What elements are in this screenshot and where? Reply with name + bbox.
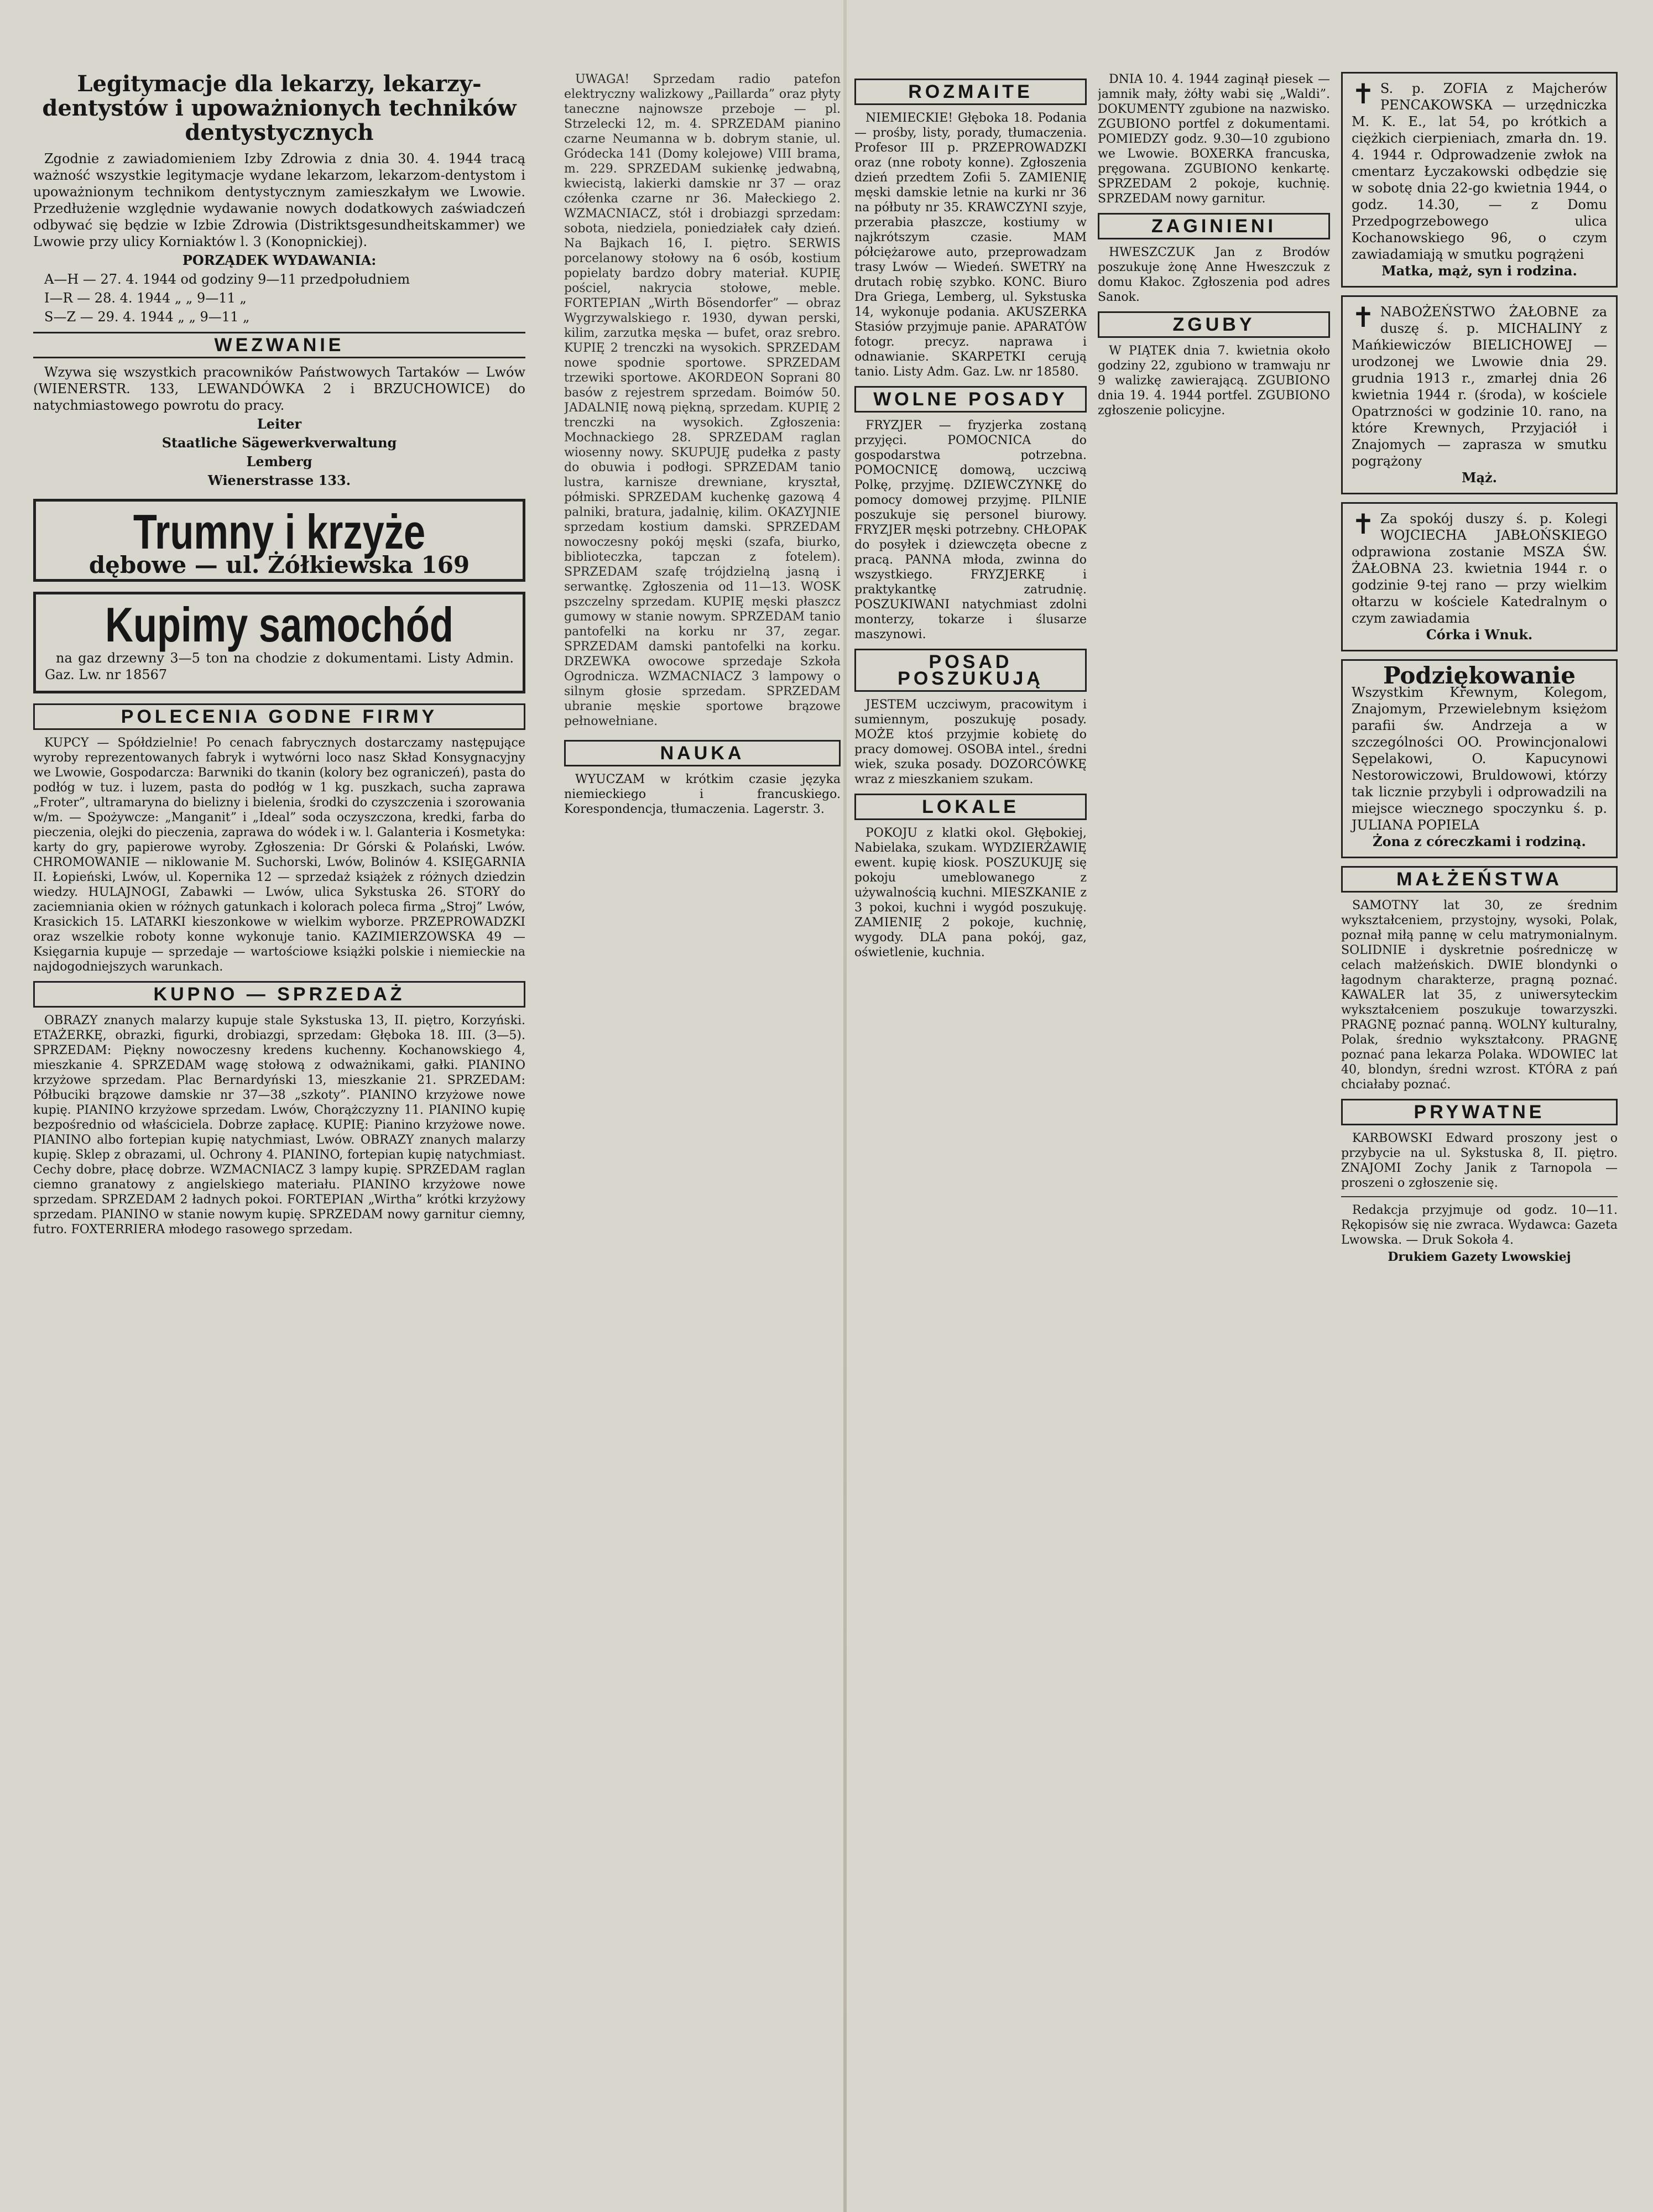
porzadek-line-2: I—R — 28. 4. 1944 „ „ 9—11 „ bbox=[44, 290, 247, 306]
podziekowanie-sign: Żona z córeczkami i rodziną. bbox=[1373, 833, 1586, 849]
cross-icon: ✝ bbox=[1352, 508, 1375, 540]
column-3a bbox=[854, 72, 1087, 2190]
podziekowanie-box bbox=[1341, 659, 1618, 858]
column-3b bbox=[1098, 72, 1330, 2190]
column-3 bbox=[854, 72, 1330, 2190]
column-2 bbox=[564, 72, 841, 2190]
wezwanie-header: WEZWANIE bbox=[33, 332, 525, 358]
ad-trumny-title: Trumny i krzyże bbox=[133, 504, 426, 559]
nauka-text: WYUCZAM w krótkim czasie języka niemieckiego i francuskiego. Korespondencja, tłumaczenia. Lagerstr. 3. bbox=[564, 773, 841, 816]
porzadek-title: PORZĄDEK WYDAWANIA: bbox=[182, 252, 377, 268]
notice-text: Zgodnie z zawiadomieniem Izby Zdrowia z dnia 30. 4. 1944 tracą ważność wszystkie legitymacje wydane lekarzom, lekarzom-dentystom i upoważnionym technikom dentystycznym zamieszkałym we Lwowie. Przedłużenie względnie wydawanie nowych dodatkowych zaświadczeń odbywać się będzie w Izbie Zdrowia (Distriktsgesundheitskammer) we Lwowie przy ulicy Korniaktów l. 3 (Konopnickiej). bbox=[33, 151, 525, 249]
ad-trumny-sub: dębowe — ul. Żółkiewska 169 bbox=[88, 551, 470, 578]
posad-header: POSAD POSZUKUJĄ bbox=[854, 649, 1087, 692]
page-fold bbox=[843, 0, 847, 2212]
ad-trumny bbox=[33, 499, 525, 582]
obituary-3 bbox=[1341, 502, 1618, 651]
wezwanie-sign-3: Lemberg bbox=[246, 453, 312, 469]
wezwanie-sign-2: Staatliche Sägewerkverwaltung bbox=[161, 435, 397, 451]
zguby-text: W PIĄTEK dnia 7. kwietnia około godziny 22, zgubiono w tramwaju nr 9 walizkę zawierającą. ZGUBIONO dnia 19. 4. 1944 portfel. ZGUBIONO zgłoszenie policyjne. bbox=[1098, 344, 1330, 418]
footer-text: Redakcja przyjmuje od godz. 10—11. Rękopisów się nie zwraca. Wydawca: Gazeta Lwowska. — Druk Sokoła 4. bbox=[1341, 1203, 1618, 1247]
wolne-text: FRYZJER — fryzjerka zostaną przyjęci. POMOCNICA do gospodarstwa potrzebna. POMOCNICĘ domową, uczciwą Polkę, przyjmę. DZIEWCZYNKĘ do pomocy domowej przyjmę. PILNIE poszukuje się personel biurowy. FRYZJER męski potrzebny. CHŁOPAK do posyłek i dziewczęta obecne z pracą. PANNA młoda, zwinna do wszystkiego. FRYZJERKĘ i praktykantkę zatrudnię. POSZUKIWANI natychmiast zdolni monterzy, tokarze i ślusarze maszynowi. bbox=[854, 419, 1087, 641]
obituary-2-text: NABOŻEŃSTWO ŻAŁOBNE za duszę ś. p. MICHALINY z Mańkiewiczów BIELICHOWEJ — urodzonej we Lwowie dnia 29. grudnia 1913 r., zmarłej dnia 26 kwietnia 1944 r. (środa), w kościele Opatrzności w godzinie 10. rano, na które Krewnych, Przyjaciół i Znajomych — zaprasza w smutku pogrążony bbox=[1352, 304, 1607, 469]
col2-text: UWAGA! Sprzedam radio patefon elektryczny walizkowy „Paillarda” oraz płyty taneczne najnowsze przeboje — pl. Strzelecki 12, m. 4. SPRZEDAM pianino czarne Neumanna w b. dobrym stanie, ul. Gródecka 141 (Domy kolejowe) VIII brama, m. 229. SPRZEDAM sukienkę jedwabną, kwiecistą, lakierki damskie nr 37 — oraz czółenka czarne nr 36. Małeckiego 2. WZMACNIACZ, stół i drobiazgi sprzedam: sobota, niedziela, poniedziałek cały dzień. Na Bajkach 16, I. piętro. SERWIS porcelanowy stołowy na 6 osób, kostium popielaty bardzo dobry materiał. KUPIĘ pościel, nakrycia stołowe, meble. FORTEPIAN „Wirth Bösendorfer” — obraz Wygrzywalskiego r. 1930, dywan perski, kilim, zarzutka męska — bufet, oraz srebro. KUPIĘ 2 trenczki na wysokich. SPRZEDAM nowe spodnie sportowe. SPRZEDAM trzewiki sportowe. AKORDEON Soprani 80 basów z rejestrem sprzedam. Boimów 50. JADALNIĘ nową piękną, sprzedam. KUPIĘ 2 trenczki na wysokich. Zgłoszenia: Mochnackiego 28. SPRZEDAM raglan wiosenny nowy. SKUPUJĘ pudełka z pasty do obuwia i podłogi. SPRZEDAM tanio lustra, karnisze drewniane, kryształ, półmiski. SPRZEDAM kuchenkę gazową 4 palniki, bratura, jadalnię, kilim. OKAZYJNIE sprzedam kostium damski. SPRZEDAM nowoczesny pokój męski (szafa, biurko, biblioteczka, tapczan z fotelem). SPRZEDAM szafę trójdzielną jasną i serwantkę. Zgłoszenia od 11—13. WOSK pszczelny sprzedam. KUPIĘ męski płaszcz gumowy w stanie nowym. SPRZEDAM tanio pantofelki na korku nr 37, zegar. SPRZEDAM damski pantofelki na korku. DRZEWKA owocowe sprzedaje Szkoła Ogrodnicza. WZMACNIACZ 3 lampowy o silnym głosie sprzedam. SPRZEDAM ubranie męskie sportowe brązowe pełnowełniane. bbox=[564, 72, 841, 728]
kupno-text: OBRAZY znanych malarzy kupuje stale Sykstuska 13, II. piętro, Korzyński. ETAŻERKĘ, obrazki, figurki, drobiazgi, sprzedam: Głęboka 18. III. (3—5). SPRZEDAM: Piękny nowoczesny kredens kuchenny. Kochanowskiego 4, mieszkanie 4. SPRZEDAM wagę stołową z odważnikami, gałki. PIANINO krzyżowe sprzedam. Plac Bernardyński 13, mieszkanie 21. SPRZEDAM: Półbuciki brązowe damskie nr 37—38 „szkoty”. PIANINO krzyżowe nowe kupię. PIANINO krzyżowe sprzedam. Lwów, Chorążczyzny 11. PIANINO kupię bezpośrednio od właściciela. Dobrze zapłacę. KUPIĘ: Pianino krzyżowe nowe. PIANINO albo fortepian kupię natychmiast, Lwów. OBRAZY znanych malarzy kupię. Sklep z obrazami, ul. Ochrony 4. PIANINO, fortepian kupię natychmiast. Cechy dobre, płacę dobrze. WZMACNIACZ 3 lampy kupię. SPRZEDAM raglan ciemno granatowy z angielskiego materiału. PIANINO krzyżowe nowe sprzedam. SPRZEDAM 2 ładnych pokoi. FORTEPIAN „Wirtha” krótki krzyżowy sprzedam. PIANINO w stanie nowym kupię. SPRZEDAM nowy garnitur ciemny, futro. FOXTERRIERA młodego rasowego sprzedam. bbox=[33, 1014, 525, 1237]
obituary-1-sign: Matka, mąż, syn i rodzina. bbox=[1381, 263, 1577, 279]
wezwanie-sign-1: Leiter bbox=[257, 416, 302, 432]
porzadek-line-3: S—Z — 29. 4. 1944 „ „ 9—11 „ bbox=[44, 309, 250, 325]
polecenia-text: KUPCY — Spółdzielnie! Po cenach fabrycznych dostarczamy następujące wyroby reprezentowanych fabryk i wytwórni loco nasz Skład Konsygnacyjny we Lwowie, Gospodarcza: Barwniki do tkanin (kolory bez ograniczeń), pasta do podłóg w tuz. i luzem, pasta do podłóg w 1 kg. puszkach, sucha zaprawa „Froter”, ultramaryna do bielizny i bielenia, środki do czyszczenia i szorowania w/m. — Spożywcze: „Manganit” i „Ideal” soda oczyszczona, kredki, farba do pieczenia, olejki do pieczenia, zaprawa do wódek i w. l. Galanteria i Kosmetyka: karty do gry, papierowe wyroby. Zgłoszenia: Dr Górski & Polański, Lwów. CHROMOWANIE — niklowanie M. Suchorski, Lwów, Bolinów 4. KSIĘGARNIA II. Łopieński, Lwów, ul. Kopernika 12 — sprzedaż książek z różnych dziedzin wiedzy. HULAJNOGI, Zabawki — Lwów, ulica Sykstuska 26. STORY do zaciemniania okien w różnych gatunkach i kolorach poleca firma „Stroj” Lwów, Krasickich 15. LATARKI kieszonkowe w wielkim wyborze. PRZEPROWADZKI oraz wszelkie roboty konne wykonuje tanio. KAZIMIERZOWSKA 49 — Księgarnia kupuje — sprzedaje — wartościowe książki polskie i niemieckie na najdogodniejszych warunkach. bbox=[33, 736, 525, 974]
podziekowanie-header: Podziękowanie bbox=[1383, 662, 1576, 689]
column-4 bbox=[1341, 72, 1618, 2190]
rozmaite-header: ROZMAITE bbox=[854, 79, 1087, 105]
zguby-header: ZGUBY bbox=[1098, 311, 1330, 338]
obituary-2-sign: Mąż. bbox=[1461, 469, 1498, 486]
obituary-2 bbox=[1341, 295, 1618, 494]
posad-text: JESTEM uczciwym, pracowitym i sumiennym, poszukuję posady. MOŻE ktoś przyjmie kobietę do pracy domowej. OSOBA intel., średni wiek, szuka posady. DOZORCÓWKĘ wraz z mieszkaniem szukam. bbox=[854, 698, 1087, 786]
lokale-header: LOKALE bbox=[854, 794, 1087, 820]
cross-icon: ✝ bbox=[1352, 78, 1375, 110]
ad-kupimy-text: na gaz drzewny 3—5 ton na chodzie z dokumentami. Listy Admin. Gaz. Lw. nr 18567 bbox=[45, 650, 514, 682]
obituary-1 bbox=[1341, 72, 1618, 288]
cross-icon: ✝ bbox=[1352, 301, 1375, 333]
porzadek-line-1: A—H — 27. 4. 1944 od godziny 9—11 przedpołudniem bbox=[44, 272, 410, 287]
ad-kupimy-title: Kupimy samochód bbox=[105, 597, 453, 652]
ad-kupimy bbox=[33, 592, 525, 693]
zaginieni-header: ZAGINIENI bbox=[1098, 213, 1330, 239]
wezwanie-text: Wzywa się wszystkich pracowników Państwowych Tartaków — Lwów (WIENERSTR. 133, LEWANDÓWKA 2 i BRZUCHOWICE) do natychmiastowego powrotu do pracy. bbox=[33, 364, 525, 413]
malzenstwa-header: MAŁŻEŃSTWA bbox=[1341, 866, 1618, 893]
prywatne-header: PRYWATNE bbox=[1341, 1099, 1618, 1125]
obituary-1-text: S. p. ZOFIA z Majcherów PENCAKOWSKA — urzędniczka M. K. E., lat 54, po krótkich a ciężkich cierpieniach, zmarła dn. 19. 4. 1944 r. Odprowadzenie zwłok na cmentarz Łyczakowski odbędzie się w sobotę dnia 22-go kwietnia 1944, o godz. 14.30, — z Domu Przedpogrzebowego ulica Kochanowskiego 96, o czym zawiadamiają w smutku pogrążeni bbox=[1352, 81, 1607, 262]
malzenstwa-text: SAMOTNY lat 30, ze średnim wykształceniem, przystojny, wysoki, Polak, poznał miłą pannę w celu matrymonialnym. SOLIDNIE i dyskretnie pośredniczę w celach małżeńskich. DWIE blondynki o łagodnym charakterze, pragną poznać. KAWALER lat 35, z uniwersyteckim wykształceniem poszukuje towarzyszki. PRAGNĘ poznać panną. WOLNY kulturalny, Polak, średnio wykształcony. PRAGNĘ poznać pana lekarza Polaka. WDOWIEC lat 40, blondyn, średni wzrost. KTÓRA z pań chciałaby poznać. bbox=[1341, 899, 1618, 1092]
page-title: Legitymacje dla lekarzy, lekarzy-dentystów i upoważnionych techników dentystycznych bbox=[42, 72, 517, 145]
lokale-text: POKOJU z klatki okol. Głębokiej, Nabielaka, szukam. WYDZIERŻAWIĘ ewent. kupię kiosk. POSZUKUJĘ się pokoju umeblowanego z używalnością kuchni. MIESZKANIE z 3 pokoi, kuchni i wygód poszukuję. ZAMIENIĘ 2 pokoje, kuchnię, wygody. DLA pana pokój, gaz, oświetlenie, kuchnia. bbox=[854, 826, 1087, 959]
polecenia-header: POLECENIA GODNE FIRMY bbox=[33, 703, 525, 730]
kupno-header: KUPNO — SPRZEDAŻ bbox=[33, 981, 525, 1008]
obituary-3-text: Za spokój duszy ś. p. Kolegi WOJCIECHA JABŁOŃSKIEGO odprawiona zostanie MSZA ŚW. ŻAŁOBNA 23. kwietnia 1944 r. o godzinie 9-tej rano — przy wielkim ołtarzu w kościele Katedralnym o czym zawiadamia bbox=[1352, 511, 1607, 626]
podziekowanie-text: Wszystkim Krewnym, Kolegom, Znajomym, Przewielebnym księżom parafii św. Andrzeja a w szczególności OO. Prowincjonalowi Sępelakowi, O. Kapucynowi Nestorowiczowi, Bruldowowi, którzy tak licznie przybyli i odprowadzili na miejsce wiecznego spoczynku ś. p. JULIANA POPIELA bbox=[1352, 685, 1607, 833]
rozmaite-text: NIEMIECKIE! Głęboka 18. Podania — prośby, listy, porady, tłumaczenia. Profesor III p. PRZEPROWADZKI oraz (nne roboty konne). Zgłoszenia dzień przedtem Zofii 5. ZAMIENIĘ męski damskie letnie na kurki nr 36 na półbuty nr 35. KRAWCZYNI szyje, przerabia płaszcze, kostiumy w najkrótszym czasie. MAM półciężarowe auto, przeprowadzam trasy Lwów — Wiedeń. SWETRY na drutach robię szybko. KONC. Biuro Dra Griega, Lemberg, ul. Sykstuska 14, wykonuje podania. AKUSZERKA Stasiów przyjmuje panie. APARATÓW fotogr. precyz. naprawa i odnawianie. SKARPETKI cerują tanio. Listy Adm. Gaz. Lw. nr 18580. bbox=[854, 111, 1087, 379]
zaginieni-text: HWESZCZUK Jan z Brodów poszukuje żonę Anne Hweszczuk z domu Kłakoc. Zgłoszenia pod adres Sanok. bbox=[1098, 246, 1330, 304]
footer-druk: Drukiem Gazety Lwowskiej bbox=[1388, 1250, 1571, 1264]
nauka-header: NAUKA bbox=[564, 740, 841, 766]
wolne-header: WOLNE POSADY bbox=[854, 386, 1087, 413]
obituary-3-sign: Córka i Wnuk. bbox=[1426, 627, 1533, 643]
column-1 bbox=[33, 72, 525, 2190]
footer-divider bbox=[1341, 1196, 1618, 1197]
wezwanie-sign-4: Wienerstrasse 133. bbox=[207, 472, 351, 488]
zguby-text-top: DNIA 10. 4. 1944 zaginął piesek — jamnik mały, żółty wabi się „Waldi”. DOKUMENTY zgubione na nazwisko. ZGUBIONO portfel z dokumentami. POMIEDZY godz. 9.30—10 zgubiono we Lwowie. BOXERKA francuska, pręgowana. ZGUBIONO kenkartę. SPRZEDAM 2 pokoje, kuchnię. SPRZEDAM nowy garnitur. bbox=[1098, 72, 1330, 206]
prywatne-text: KARBOWSKI Edward proszony jest o przybycie na ul. Sykstuska 8, II. piętro. ZNAJOMI Zochy Janik z Tarnopola — proszeni o zgłoszenie się. bbox=[1341, 1131, 1618, 1190]
